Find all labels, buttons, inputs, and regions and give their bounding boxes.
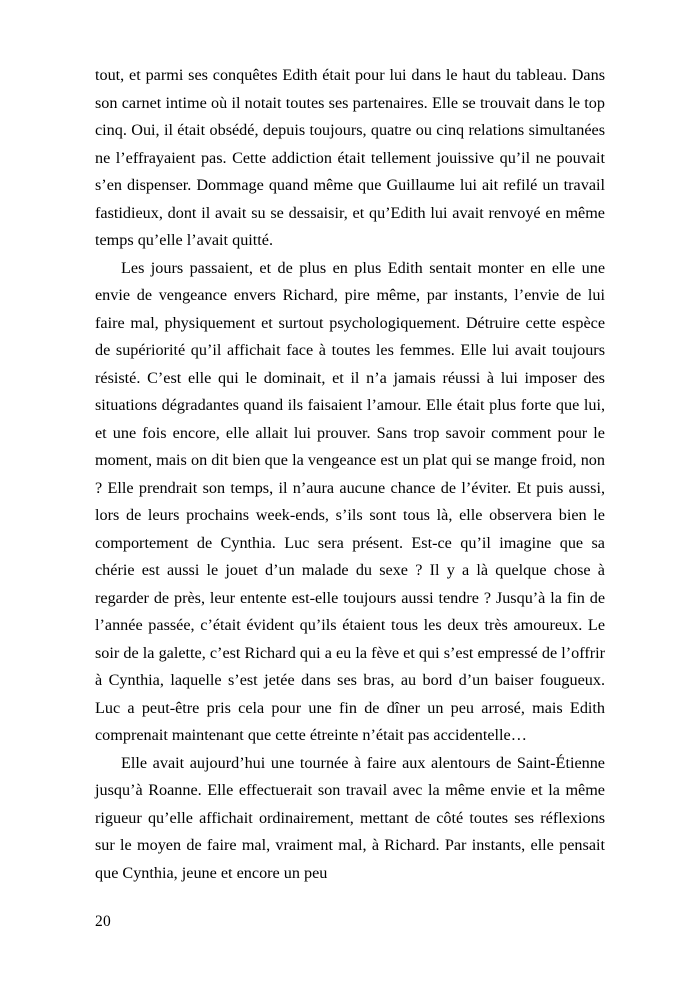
paragraph-1: tout, et parmi ses conquêtes Edith était pour lui dans le haut du tableau. Dans son carnet intime où il notait toutes ses partenaires. Elle se trouvait dans le top cinq. Oui, il était obsédé, depuis toujours, quatre ou cinq relations simultanées ne l’effrayaient pas. Cette addiction était tellement jouissive qu’il ne pouvait s’en dispenser. Dommage quand même que Guillaume lui ait refilé un travail fastidieux, dont il avait su se dessaisir, et qu’Edith lui avait renvoyé en même temps qu’elle l’avait quitté.	[95, 66, 605, 249]
paragraph-2: Les jours passaient, et de plus en plus Edith sentait monter en elle une envie de vengeance envers Richard, pire même, par instants, l’envie de lui faire mal, physiquement et surtout psychologiquement. Détruire cette espèce de supériorité qu’il affichait face à toutes les femmes. Elle lui avait toujours résisté. C’est elle qui le dominait, et il n’a jamais réussi à lui imposer des situations dégradantes quand ils faisaient l’amour. Elle était plus forte que lui, et une fois encore, elle allait lui prouver. Sans trop savoir comment pour le moment, mais on dit bien que la vengeance est un plat qui se mange froid, non ? Elle prendrait son temps, il n’aura aucune chance de l’éviter. Et puis aussi, lors de leurs prochains week-ends, s’ils sont tous là, elle observera bien le comportement de Cynthia. Luc sera présent. Est-ce qu’il imagine que sa chérie est aussi le jouet d’un malade du sexe ? Il y a là quelque chose à regarder de près, leur entente est-elle toujours aussi tendre ? Jusqu’à la fin de l’année passée, c’était évident qu’ils étaient tous les deux très amoureux. Le soir de la galette, c’est Richard qui a eu la fève et qui s’est empressé de l’offrir à Cynthia, laquelle s’est jetée dans ses bras, au bord d’un baiser fougueux. Luc a peut-être pris cela pour une fin de dîner un peu arrosé, mais Edith comprenait maintenant que cette étreinte n’était pas accidentelle…	[95, 258, 605, 744]
page-text-block	[95, 62, 605, 887]
paragraph-3: Elle avait aujourd’hui une tournée à faire aux alentours de Saint-Étienne jusqu’à Roanne. Elle effectuerait son travail avec la même envie et la même rigueur qu’elle affichait ordinairement, mettant de côté toutes ses réflexions sur le moyen de faire mal, vraiment mal, à Richard. Par instants, elle pensait que Cynthia, jeune et encore un peu	[95, 753, 605, 882]
page-number: 20	[95, 913, 111, 930]
